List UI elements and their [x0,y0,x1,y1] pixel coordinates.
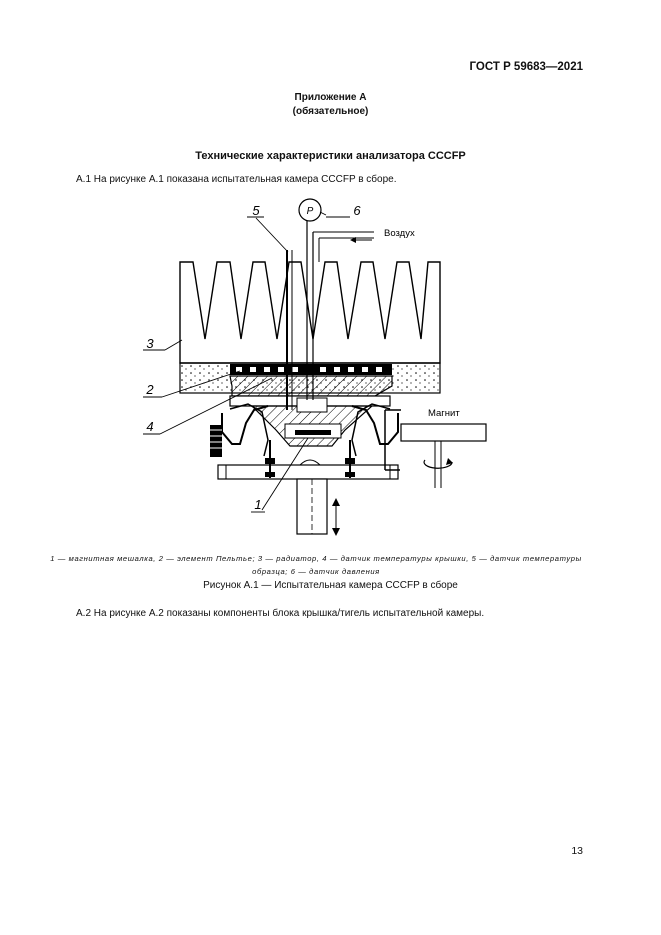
appendix-title: Приложение А [294,92,367,103]
lower-plate [218,465,398,479]
figure-caption: Рисунок А.1 — Испытательная камера CCCFP в сборе [203,580,458,591]
legend-line-2: образца; 6 — датчик давления [252,567,380,576]
gauge-label: P [306,206,314,217]
magnet [401,424,486,441]
magnet-label: Магнит [428,408,460,419]
paragraph-a1: А.1 На рисунке А.1 показана испытательная камера CCCFP в сборе. [76,174,397,185]
lid-block [230,376,392,396]
air-label: Воздух [384,228,415,239]
page-number: 13 [571,845,583,857]
radiator [180,262,440,363]
standard-number: ГОСТ Р 59683—2021 [469,61,583,73]
appendix-status: (обязательное) [292,106,369,117]
legend-line-1: 1 — магнитная мешалка, 2 — элемент Пельтье; 3 — радиатор, 4 — датчик температуры крышки, 5 — датчик температуры [50,554,582,563]
label-1: 1 [254,497,262,512]
label-5: 5 [252,203,260,218]
section-title: Технические характеристики анализатора CCCFP [195,150,466,162]
paragraph-a2: А.2 На рисунке А.2 показаны компоненты блока крышка/тигель испытательной камеры. [76,608,485,619]
label-2: 2 [146,382,154,397]
label-4: 4 [146,419,154,434]
label-3: 3 [146,336,154,351]
magnetic-stirrer [295,430,331,435]
figure-legend [48,552,584,578]
label-6: 6 [353,203,361,218]
